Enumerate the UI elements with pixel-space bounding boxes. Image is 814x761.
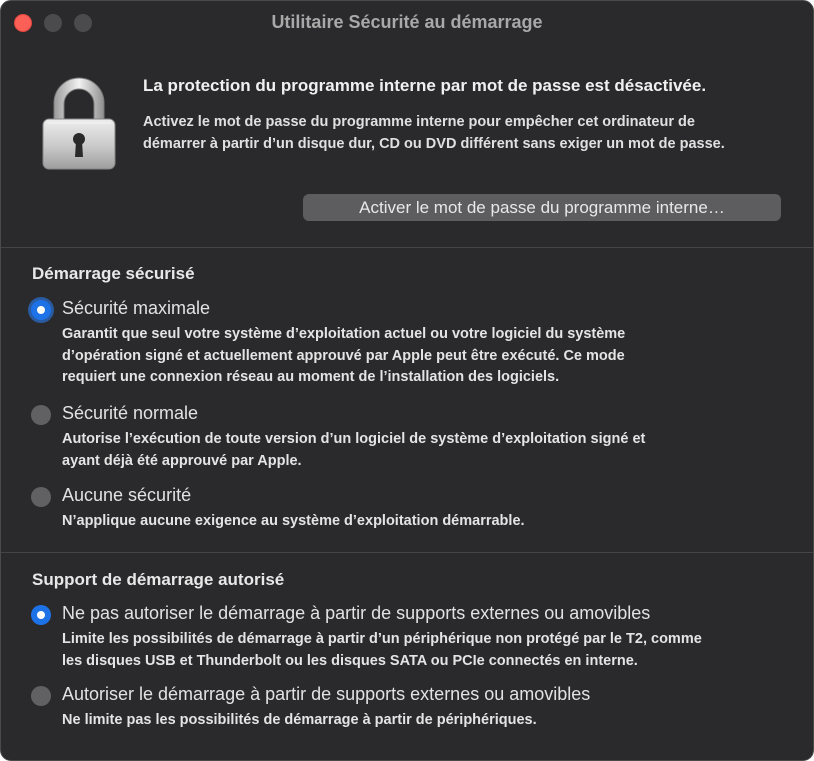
option-description-line: Garantit que seul votre système d’exploitation actuel ou votre logiciel du système (62, 326, 626, 342)
option-description (62, 511, 802, 533)
option-label[interactable]: Autoriser le démarrage à partir de supports externes ou amovibles (62, 684, 591, 704)
firmware-description-line: démarrer à partir d’un disque dur, CD ou DVD différent sans exiger un mot de passe. (143, 136, 725, 152)
radio-medium-security[interactable] (31, 405, 51, 425)
option-description-line: requiert une connexion réseau au moment de l’installation des logiciels. (62, 369, 560, 385)
section-divider (1, 247, 813, 248)
option-description-line: Autorise l’exécution de toute version d’un logiciel de système d’exploitation signé et (62, 431, 646, 447)
option-description (62, 710, 802, 732)
title-bar (1, 1, 813, 45)
option-label[interactable]: Sécurité maximale (62, 298, 211, 318)
window-title: Utilitaire Sécurité au démarrage (271, 12, 543, 32)
option-description (62, 324, 802, 389)
firmware-description-line: Activez le mot de passe du programme interne pour empêcher cet ordinateur de (143, 114, 695, 130)
padlock-icon (39, 75, 119, 171)
option-description-line: les disques USB et Thunderbolt ou les disques SATA ou PCIe connectés en interne. (62, 652, 638, 669)
radio-full-security[interactable] (31, 300, 51, 320)
option-description-line: Limite les possibilités de démarrage à partir d’un périphérique non protégé par le T2, comme (62, 631, 702, 647)
secure-boot-title: Démarrage sécurisé (32, 264, 195, 283)
boot-media-title: Support de démarrage autorisé (32, 570, 285, 589)
section-divider (1, 552, 813, 553)
option-description (62, 429, 802, 472)
option-description-line: ayant déjà été approuvé par Apple. (62, 452, 302, 469)
enable-firmware-password-button[interactable]: Activer le mot de passe du programme interne… (303, 194, 781, 221)
radio-no-security[interactable] (31, 487, 51, 507)
option-description-line: d’opération signé et actuellement approuvé par Apple peut être exécuté. Ce mode (62, 347, 625, 364)
radio-disallow-external[interactable] (31, 605, 51, 625)
radio-allow-external[interactable] (31, 686, 51, 706)
option-description-line: N’applique aucune exigence au système d’exploitation démarrable. (62, 513, 525, 529)
firmware-status-heading: La protection du programme interne par mot de passe est désactivée. (143, 76, 707, 95)
firmware-description (143, 111, 803, 155)
option-label[interactable]: Aucune sécurité (62, 485, 192, 505)
option-label[interactable]: Sécurité normale (62, 403, 199, 423)
option-label[interactable]: Ne pas autoriser le démarrage à partir de supports externes ou amovibles (62, 603, 651, 623)
option-description (62, 629, 802, 672)
option-description-line: Ne limite pas les possibilités de démarrage à partir de périphériques. (62, 712, 537, 728)
